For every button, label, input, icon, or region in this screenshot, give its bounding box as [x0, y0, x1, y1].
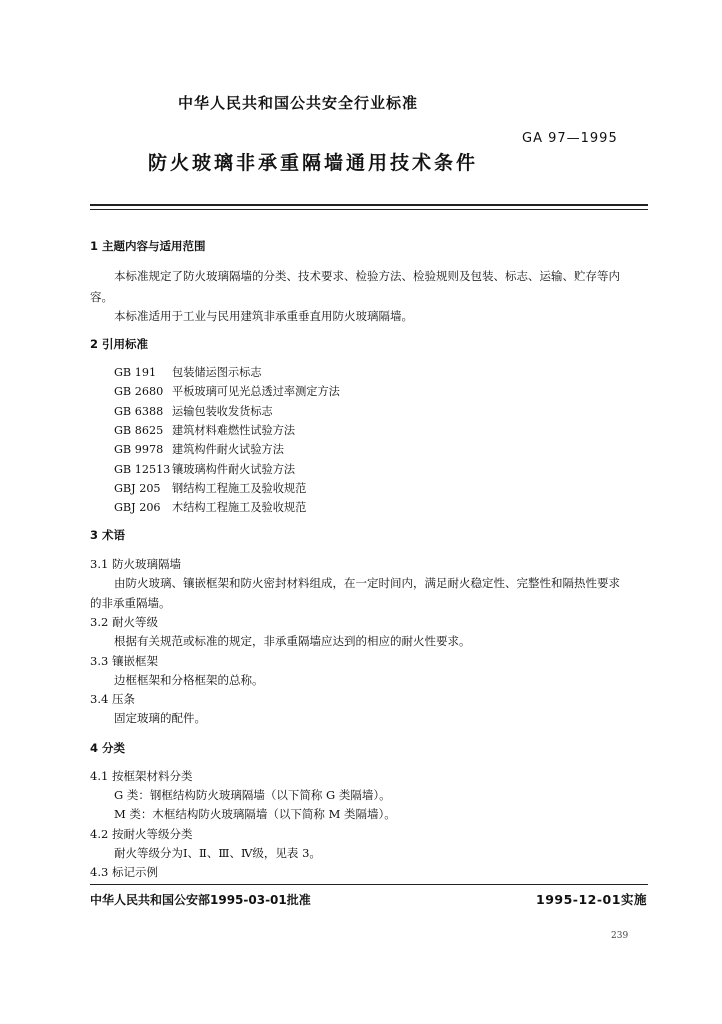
term-3-4-definition: 固定玻璃的配件。 — [114, 711, 206, 725]
clause-4-1-heading: 4.1 按框架材料分类 — [90, 769, 193, 783]
reference-item — [114, 403, 273, 419]
reference-code: GB 9978 — [114, 443, 164, 457]
clause-4-2-heading: 4.2 按耐火等级分类 — [90, 827, 193, 841]
section-3-heading: 3 术语 — [90, 528, 126, 542]
issuing-body: 中华人民共和国公共安全行业标准 — [178, 94, 419, 112]
reference-item — [114, 461, 295, 477]
section-4-heading: 4 分类 — [90, 741, 126, 755]
term-3-1-heading: 3.1 防火玻璃隔墙 — [90, 557, 181, 571]
section-1-paragraph-2: 本标准适用于工业与民用建筑非承重垂直用防火玻璃隔墙。 — [114, 309, 413, 323]
standard-code: GA 97—1995 — [522, 131, 618, 146]
reference-code: GB 8625 — [114, 423, 164, 437]
clause-4-1-class-m: M 类：木框结构防火玻璃隔墙（以下简称 M 类隔墙）。 — [114, 807, 396, 821]
reference-item — [114, 499, 306, 515]
reference-code: GB 191 — [114, 366, 157, 379]
term-3-2-definition: 根据有关规范或标准的规定，非承重隔墙应达到的相应的耐火性要求。 — [114, 634, 471, 648]
footer-rule — [90, 884, 648, 885]
reference-code: GB 12513 — [114, 462, 171, 476]
document-title: 防火玻璃非承重隔墙通用技术条件 — [148, 152, 479, 174]
reference-item — [114, 480, 306, 496]
reference-code: GB 6388 — [114, 404, 164, 418]
section-1-paragraph-1: 本标准规定了防火玻璃隔墙的分类、技术要求、检验方法、检验规则及包装、标志、运输、贮存等内 — [114, 269, 620, 283]
reference-code: GBJ 205 — [114, 481, 161, 495]
reference-title: 包装储运图示标志 — [172, 366, 262, 379]
reference-code: GB 2680 — [114, 385, 164, 399]
reference-item — [114, 364, 262, 380]
reference-item — [114, 441, 284, 457]
term-3-4-heading: 3.4 压条 — [90, 692, 135, 706]
term-3-1-definition-cont: 的非承重隔墙。 — [90, 596, 171, 610]
header-rule-thick — [90, 204, 648, 206]
reference-title: 钢结构工程施工及验收规范 — [172, 481, 307, 495]
reference-title: 木结构工程施工及验收规范 — [172, 501, 307, 515]
reference-title: 平板玻璃可见光总透过率测定方法 — [172, 385, 340, 399]
clause-4-2-text: 耐火等级分为Ⅰ、Ⅱ、Ⅲ、Ⅳ级，见表 3。 — [114, 846, 321, 860]
section-2-heading: 2 引用标准 — [90, 337, 149, 351]
term-3-1-definition: 由防火玻璃、镶嵌框架和防火密封材料组成，在一定时间内，满足耐火稳定性、完整性和隔热性要求 — [114, 576, 620, 590]
term-3-2-heading: 3.2 耐火等级 — [90, 615, 158, 629]
reference-code: GBJ 206 — [114, 501, 161, 515]
reference-title: 建筑材料难燃性试验方法 — [172, 423, 296, 437]
reference-item — [114, 422, 295, 438]
clause-4-1-class-g: G 类：钢框结构防火玻璃隔墙（以下简称 G 类隔墙）。 — [114, 788, 391, 802]
section-1-heading: 1 主题内容与适用范围 — [90, 239, 206, 253]
header-rule-thin — [90, 209, 648, 210]
reference-title: 运输包装收发货标志 — [172, 404, 273, 418]
reference-title: 镶玻璃构件耐火试验方法 — [172, 462, 296, 476]
reference-item — [114, 383, 340, 399]
reference-title: 建筑构件耐火试验方法 — [172, 443, 284, 457]
page-number: 239 — [611, 931, 629, 941]
approval-line: 中华人民共和国公安部1995-03-01批准 — [90, 893, 311, 907]
term-3-3-heading: 3.3 镶嵌框架 — [90, 654, 158, 668]
term-3-3-definition: 边框框架和分格框架的总称。 — [114, 673, 264, 687]
clause-4-3-heading: 4.3 标记示例 — [90, 865, 158, 879]
implementation-date: 1995-12-01实施 — [536, 892, 647, 907]
section-1-paragraph-1-cont: 容。 — [90, 290, 113, 304]
